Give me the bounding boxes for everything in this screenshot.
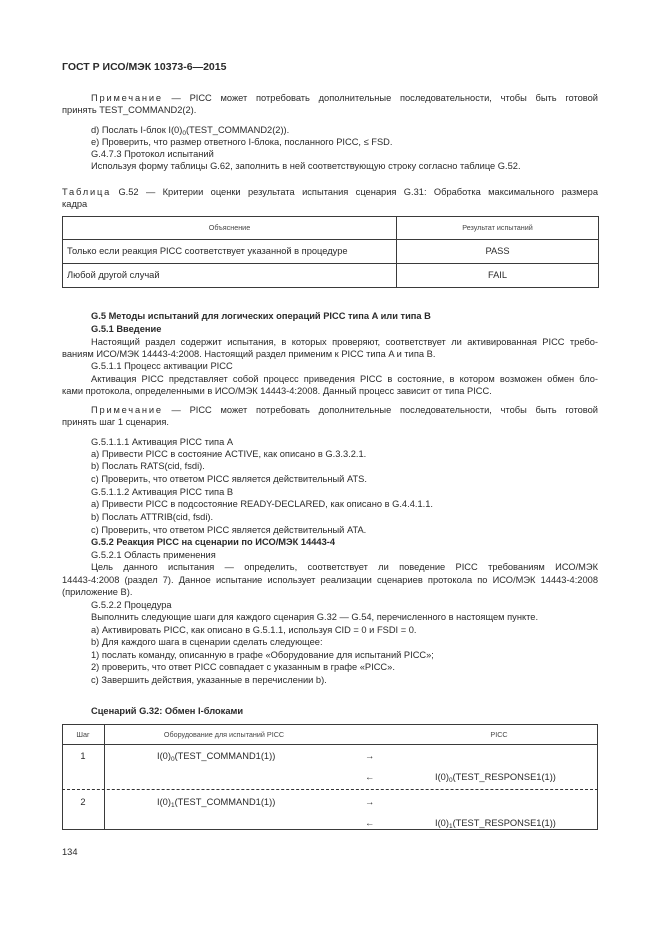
note-2-label: Примечание xyxy=(91,405,163,415)
note-1-label: Примечание xyxy=(91,93,163,103)
arrow-right-icon: → xyxy=(365,797,375,807)
activation-b-step-2: b) Послать ATTRIB(cid, fsdi). xyxy=(91,512,214,522)
note-2-line-1: Примечание — PICC может потребовать дополнительные последовательности, чтобы быть готовой xyxy=(91,405,598,415)
page-number: 134 xyxy=(62,847,78,857)
scope-line-3: (приложение B). xyxy=(62,587,133,597)
section-g522: G.5.2.2 Процедура xyxy=(91,600,172,610)
table52-cell: Только если реакция PICC соответствует указанной в процедуре xyxy=(63,240,397,264)
arrow-left-icon: ← xyxy=(365,818,375,828)
step-d: d) Послать I-блок $I(0)_0(TEST\_COMMAND2(2))$. xyxy=(91,125,290,137)
table52-cell: FAIL xyxy=(397,264,599,288)
table52-cell: Любой другой случай xyxy=(63,264,397,288)
intro-line-1: Настоящий раздел содержит испытания, в которых проверяют, соответствует ли активированная PICC требо- xyxy=(91,337,598,347)
section-g521: G.5.2.1 Область применения xyxy=(91,550,216,560)
scope-line-1: Цель данного испытания — определить, соответствует ли поведение PICC требованиям ИСО/МЭК xyxy=(91,562,598,572)
section-g51-title: G.5.1 Введение xyxy=(91,324,162,334)
procedure-line-5: 2) проверить, что ответ PICC совпадает с указанным в графе «PICC». xyxy=(91,662,395,672)
scenario-step-command: $I(0)_1(TEST\_COMMAND1(1))$ xyxy=(157,797,276,809)
procedure-line-2: a) Активировать PICC, как описано в G.5.1.1, используя CID = 0 и FSDI = 0. xyxy=(91,625,417,635)
table52-cell: PASS xyxy=(397,240,599,264)
section-g52-title: G.5.2 Реакция PICC на сценарии по ИСО/МЭК 14443-4 xyxy=(91,537,336,547)
note-1-line-2: принять TEST_COMMAND2(2). xyxy=(62,105,197,115)
table52-label: Таблица xyxy=(62,187,112,197)
table52-caption-line-2: кадра xyxy=(62,199,88,209)
scenario-title: Сценарий G.32: Обмен I-блоками xyxy=(91,706,244,716)
note-1-line-1 xyxy=(91,92,598,104)
arrow-right-icon: → xyxy=(365,751,375,761)
intro-line-2: ваниям ИСО/МЭК 14443-4:2008. Настоящий раздел применим к PICC типа A и типа B. xyxy=(62,349,436,359)
scenario-step-command: $I(0)_0(TEST\_COMMAND1(1))$ xyxy=(157,751,276,763)
protocol-text: Используя форму таблицы G.62, заполнить в ней соответствующую строку согласно таблице G.52. xyxy=(91,161,521,171)
procedure-line-3: b) Для каждого шага в сценарии сделать следующее: xyxy=(91,637,323,647)
table52-caption-line-1: Таблица G.52 — Критерии оценки результата испытания сценария G.31: Обработка максимального размера xyxy=(62,187,598,197)
scenario-header-picc: PICC xyxy=(490,730,508,739)
activation-b-step-1: a) Привести PICC в подсостояние READY-DECLARED, как описано в G.4.4.1.1. xyxy=(91,499,433,509)
scenario-row-separator xyxy=(62,789,598,790)
activation-b-title: G.5.1.1.2 Активация PICC типа B xyxy=(91,487,234,497)
activation-line-1: Активация PICC представляет собой процесс приведения PICC в состояние, в котором возможен обмен бло- xyxy=(91,374,598,384)
activation-line-2: ками протокола, определенными в ИСО/МЭК 14443-4:2008. Данный процесс зависит от типа PICC. xyxy=(62,386,492,396)
table-row xyxy=(63,264,599,288)
section-g473: G.4.7.3 Протокол испытаний xyxy=(91,149,214,159)
arrow-left-icon: ← xyxy=(365,772,375,782)
section-g5-title: G.5 Методы испытаний для логических операций PICC типа A или типа B xyxy=(91,311,431,321)
scenario-step-response: $I(0)_0(TEST\_RESPONSE1(1))$ xyxy=(435,772,556,784)
scenario-header-equipment: Оборудование для испытаний PICC xyxy=(163,730,285,739)
activation-a-step-1: a) Привести PICC в состояние ACTIVE, как описано в G.3.3.2.1. xyxy=(91,449,367,459)
scenario-header-step: Шаг xyxy=(76,730,90,739)
activation-a-step-2: b) Послать RATS(cid, fsdi). xyxy=(91,461,205,471)
activation-b-step-3: c) Проверить, что ответом PICC является действительный ATA. xyxy=(91,525,367,535)
activation-a-title: G.5.1.1.1 Активация PICC типа A xyxy=(91,437,234,447)
procedure-line-4: 1) послать команду, описанную в графе «Оборудование для испытаний PICC»; xyxy=(91,650,434,660)
procedure-line-6: c) Завершить действия, указанные в перечислении b). xyxy=(91,675,327,685)
table-row xyxy=(63,240,599,264)
page-header-title: ГОСТ Р ИСО/МЭК 10373-6—2015 xyxy=(62,61,227,73)
scenario-step-response: $I(0)_1(TEST\_RESPONSE1(1))$ xyxy=(435,818,556,830)
section-g511: G.5.1.1 Процесс активации PICC xyxy=(91,361,233,371)
procedure-line-1: Выполнить следующие шаги для каждого сценария G.32 — G.54, перечисленного в настоящем пункте. xyxy=(91,612,539,622)
table-52 xyxy=(62,216,599,288)
table52-header-explanation: Объяснение xyxy=(63,217,397,240)
note-1-text-a: — PICC может потребовать дополнительные последовательности, чтобы быть готовой xyxy=(171,93,598,103)
table52-header-result: Результат испытаний xyxy=(397,217,599,240)
activation-a-step-3: c) Проверить, что ответом PICC является действительный ATS. xyxy=(91,474,367,484)
step-e: e) Проверить, что размер ответного I-блока, посланного PICC, ≤ FSD. xyxy=(91,137,393,147)
note-2-line-2: принять шаг 1 сценария. xyxy=(62,417,169,427)
scenario-header-divider xyxy=(62,744,598,745)
scenario-step-number: 2 xyxy=(80,797,86,807)
scenario-step-number: 1 xyxy=(80,751,86,761)
scope-line-2: 14443-4:2008 (раздел 7). Данное испытание использует реализации сценариев протокола по ИСО/МЭК 14443-4:2008 xyxy=(62,575,598,585)
